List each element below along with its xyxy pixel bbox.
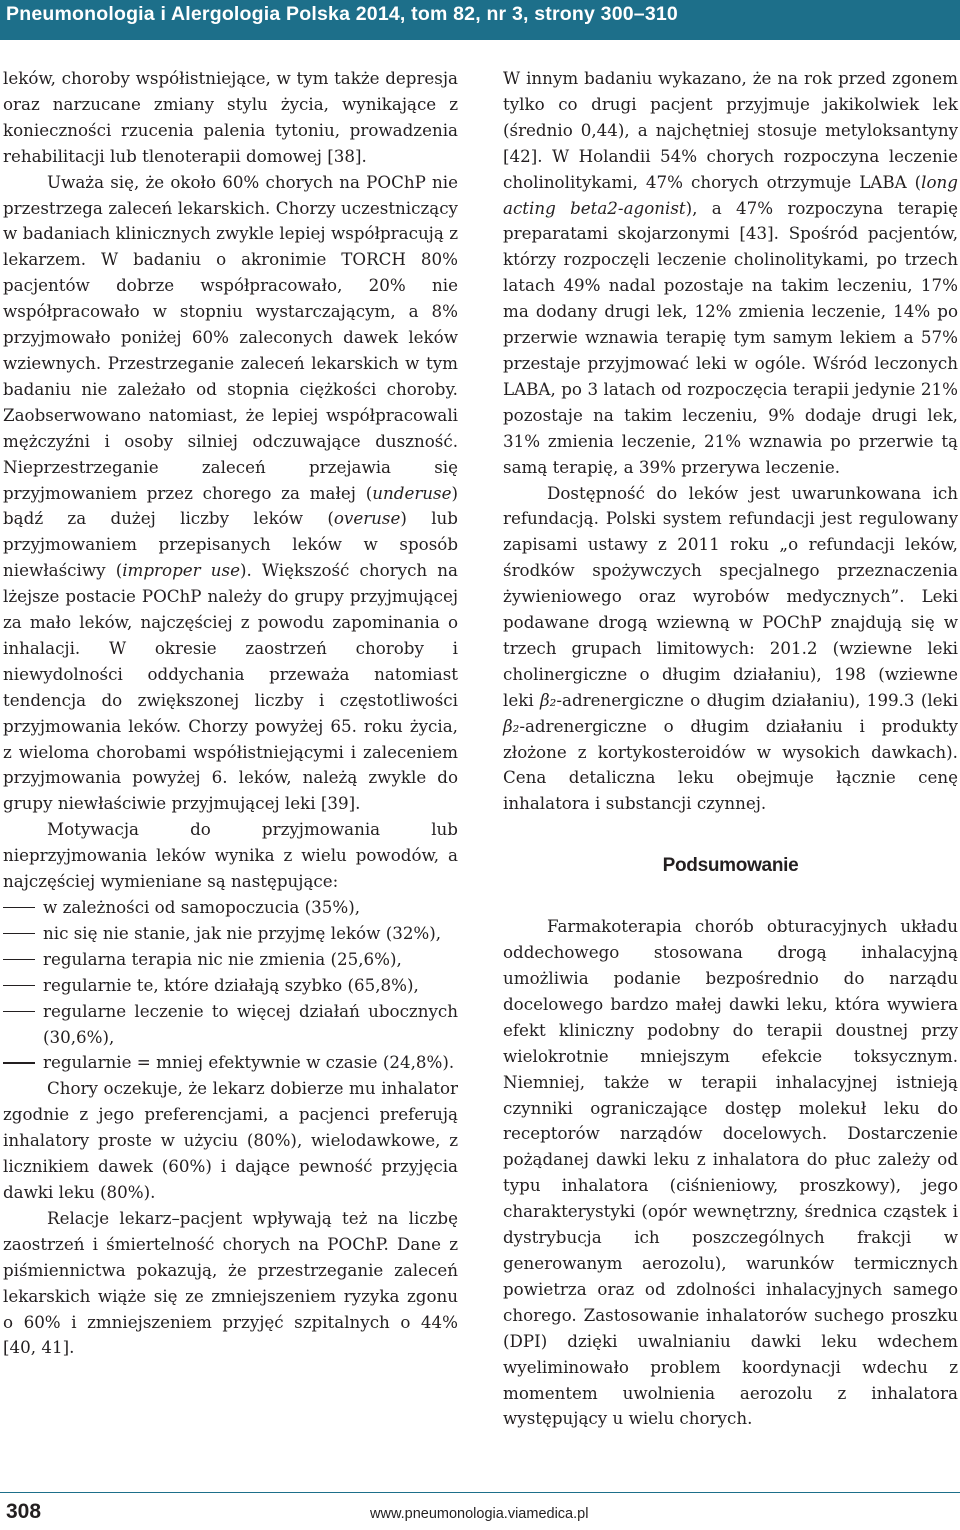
paragraph: leków, choroby współistniejące, w tym także depresja oraz narzucane zmiany stylu życia, wynikające z konieczności rzucenia palenia tytoniu, prowadzenia rehabilitacji lub tlenoterapii domowej [38]. bbox=[3, 68, 458, 166]
paragraph: Farmakoterapia chorób obturacyjnych układu oddechowego stosowana drogą inhalacyjną umożliwia podanie bezpośrednio do narządu docelowego bardzo małej dawki leku, która wywiera efekt kliniczny podobny do terapii doustnej przy wielokrotnie mniejszym efekcie toksycznym. Niemniej, także w terapii inhalacyjnej istnieją czynniki ograniczające dostęp molekuł leku do receptorów narządów docelowych. Dostarczenie pożądanej dawki leku z inhalatora do płuc zależy od typu inhalatora (ciśnieniowy, proszkowy), jego charakterystyki (opór wewnętrzny, średnica cząstek i dystrybucja ich poszczególnych frakcji w generowanym aerozolu), warunków termicznych powietrza oraz od zdolności inhalacyjnych samego chorego. Zastosowanie inhalatorów suchego proszku (DPI) dzięki uwalnianiu dawki leku wdechem wyeliminowało problem koordynacji wdechu z momentem uwolnienia aerozolu z inhalatora występujący u wielu chorych. bbox=[503, 916, 958, 1429]
paragraph: Dostępność do leków jest uwarunkowana ich refundacją. Polski system refundacji jest regulowany zapisami ustawy z 2011 roku „o refundacji leków, środków spożywczych specjalnego przeznaczenia żywieniowego oraz wyrobów medycznych”. Leki podawane drogą wziewną w POChP znajdują się w trzech grupach limitowych: 201.2 (wziewne leki cholinergiczne o długim działaniu), 198 (wziewne leki β₂-adrenergiczne o długim działaniu), 199.3 (leki β₂-adrenergiczne o długim działaniu i produkty złożone z kortykosteroidów w wysokich dawkach). Cena detaliczna leku obejmuje łącznie cenę inhalatora i substancji czynnej. bbox=[503, 482, 959, 814]
paragraph: Chory oczekuje, że lekarz dobierze mu inhalator zgodnie z jego preferencjami, a pacjenci preferują inhalatory proste w użyciu (80%), wielodawkowe, z licznikiem dawek (60%) i dające pewność przyjęcia dawki leku (80%). bbox=[3, 1078, 458, 1202]
list-item: regularna terapia nic nie zmienia (25,6%), bbox=[3, 947, 458, 973]
paragraph: Relacje lekarz–pacjent wpływają też na liczbę zaostrzeń i śmiertelność chorych na POChP. Dane z piśmiennictwa pokazują, że przestrzeganie zaleceń lekarskich wiąże się ze zmniejszeniem ryzyka zgonu o 60% i zmniejszeniem przyjęć szpitalnych o 44% [40, 41]. bbox=[3, 1207, 458, 1358]
paragraph: Motywacja do przyjmowania lub nieprzyjmowania leków wynika z wielu powodów, a najczęściej wymieniane są następujące: bbox=[3, 819, 458, 892]
list-item: regularnie = mniej efektywnie w czasie (24,8%). bbox=[3, 1050, 458, 1076]
page-number: 308 bbox=[6, 1500, 42, 1523]
list-item: w zależności od samopoczucia (35%), bbox=[3, 895, 458, 921]
dash-bullet bbox=[3, 985, 35, 986]
section-heading: Podsumowanie bbox=[662, 855, 799, 877]
dash-bullet bbox=[3, 1011, 35, 1012]
list-item: regularnie te, które działają szybko (65,8%), bbox=[3, 973, 458, 999]
dash-bullet bbox=[3, 1062, 35, 1063]
journal-url: www.pneumonologia.viamedica.pl bbox=[370, 1506, 589, 1522]
dash-bullet bbox=[3, 907, 35, 908]
paragraph: W innym badaniu wykazano, że na rok przed zgonem tylko co drugi pacjent przyjmuje jakikolwiek lek (średnio 0,44), a najchętniej stosuje metyloksantyny [42]. W Holandii 54% chorych rozpoczyna leczenie cholinolitykami, 47% chorych otrzymuje LABA (long acting beta2-agonist), a 47% rozpoczyna terapię preparatami skojarzonymi [43]. Spośród pacjentów, którzy rozpoczęli leczenie cholinolitykami, po trzech latach 49% nadal pozostaje na takim leczeniu, 17% ma dodany drugi lek, 12% zmienia leczenie, 14% po przerwie wznawia terapię tym samym lekiem a 57% przestaje przyjmować leki w ogóle. Wśród leczonych LABA, po 3 latach od rozpoczęcia terapii jedynie 21% pozostaje na takim leczeniu, 9% dodaje drugi lek, 31% zmienia leczenie, 21% wznawia po przerwie tą samą terapię, a 39% przerywa leczenie. bbox=[503, 68, 958, 477]
journal-header-bar bbox=[0, 0, 960, 40]
left-column bbox=[3, 66, 458, 1361]
motivation-list bbox=[3, 895, 458, 1076]
dash-bullet bbox=[3, 959, 35, 960]
journal-citation: Pneumonologia i Alergologia Polska 2014, tom 82, nr 3, strony 300–310 bbox=[6, 3, 678, 25]
right-column bbox=[503, 66, 958, 1432]
footer-divider bbox=[0, 1492, 960, 1493]
list-item: nic się nie stanie, jak nie przyjmę leków (32%), bbox=[3, 921, 458, 947]
list-item: regularne leczenie to więcej działań ubocznych (30,6%), bbox=[3, 999, 458, 1051]
paragraph: Uważa się, że około 60% chorych na POChP nie przestrzega zaleceń lekarskich. Chorzy uczestniczący w badaniach klinicznych zwykle lepiej współpracują z lekarzem. W badaniu o akronimie TORCH 80% pacjentów dobrze współpracowało, 20% nie współpracowało w stopniu wystarczającym, a 8% przyjmowało poniżej 60% zaleconych dawek leków wziewnych. Przestrzeganie zaleceń lekarskich w tym badaniu nie zależało od stopnia ciężkości choroby. Zaobserwowano natomiast, że lepiej współpracowali mężczyźni i osoby silniej odczuwające duszność. Nieprzestrzeganie zaleceń przejawia się przyjmowaniem przez chorego za małej (underuse) bądź za dużej liczby leków (overuse) lub przyjmowaniem przepisanych leków w sposób niewłaściwy (improper use). Większość chorych na lżejsze postacie POChP należy do grupy przyjmującej za mało leków, najczęściej z powodu zapominania o inhalacji. W okresie zaostrzeń choroby i niewydolności oddychania przeważa natomiast tendencja do zwiększonej liczby i częstotliwości przyjmowania leków. Chorzy powyżej 65. roku życia, z wieloma chorobami współistniejącymi i zaleceniem przyjmowania powyżej 6. leków, należą zwykle do grupy niewłaściwie przyjmującej leki [39]. bbox=[3, 171, 458, 814]
dash-bullet bbox=[3, 933, 35, 934]
